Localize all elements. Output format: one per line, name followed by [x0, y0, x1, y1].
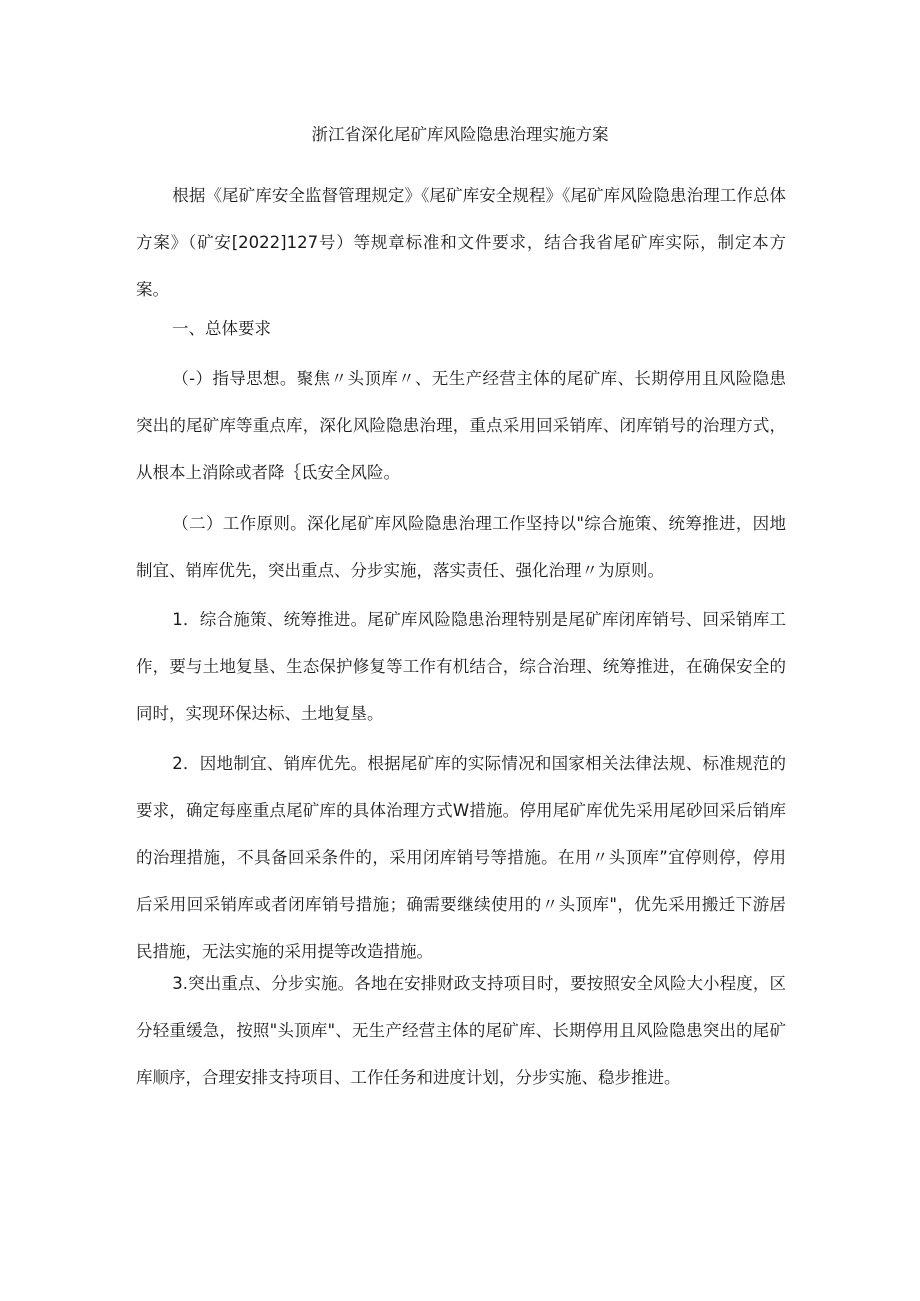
item-2-paragraph: 2．因地制宜、销库优先。根据尾矿库的实际情况和国家相关法律法规、标准规范的要求，确定每座重点尾矿库的具体治理方式W措施。停用尾矿库优先采用尾砂回采后销库的治理措施，不具备回采条件的，采用闭库销号等措施。在用〃头顶库”宜停则停，停用后采用回采销库或者闭库销号措施；确需要继续使用的〃头顶库"，优先采用搬迁下游居民措施，无法实施的采用提等改造措施。: [136, 754, 786, 961]
item-1-paragraph: 1．综合施策、统筹推进。尾矿库风险隐患治理特别是尾矿库闭库销号、回采销库工作，要与土地复垦、生态保护修复等工作有机结合，综合治理、统筹推进，在确保安全的同时，实现环保达标、土地复垦。: [136, 610, 786, 723]
section-heading-general-requirements: 一、总体要求: [172, 319, 271, 338]
principles-paragraph: （二）工作原则。深化尾矿库风险隐患治理工作坚持以"综合施策、统筹推进，因地制宜、销库优先，突出重点、分步实施，落实责任、强化治理〃为原则。: [136, 514, 786, 580]
intro-paragraph: 根据《尾矿库安全监督管理规定》《尾矿库安全规程》《尾矿库风险隐患治理工作总体方案》（矿安[2022]127号）等规章标准和文件要求，结合我省尾矿库实际，制定本方案。: [136, 186, 786, 299]
document-title: 浙江省深化尾矿库风险隐患治理实施方案: [311, 125, 609, 144]
item-3-paragraph: 3.突出重点、分步实施。各地在安排财政支持项目时，要按照安全风险大小程度，区分轻重缓急，按照"头顶库"、无生产经营主体的尾矿库、长期停用且风险隐患突出的尾矿库顺序，合理安排支持项目、工作任务和进度计划，分步实施、稳步推进。: [136, 974, 786, 1087]
guiding-idea-paragraph: （-）指导思想。聚焦〃头顶库〃、无生产经营主体的尾矿库、长期停用且风险隐患突出的尾矿库等重点库，深化风险隐患治理，重点采用回采销库、闭库销号的治理方式，从根本上消除或者降｛氐安全风险。: [136, 369, 786, 482]
